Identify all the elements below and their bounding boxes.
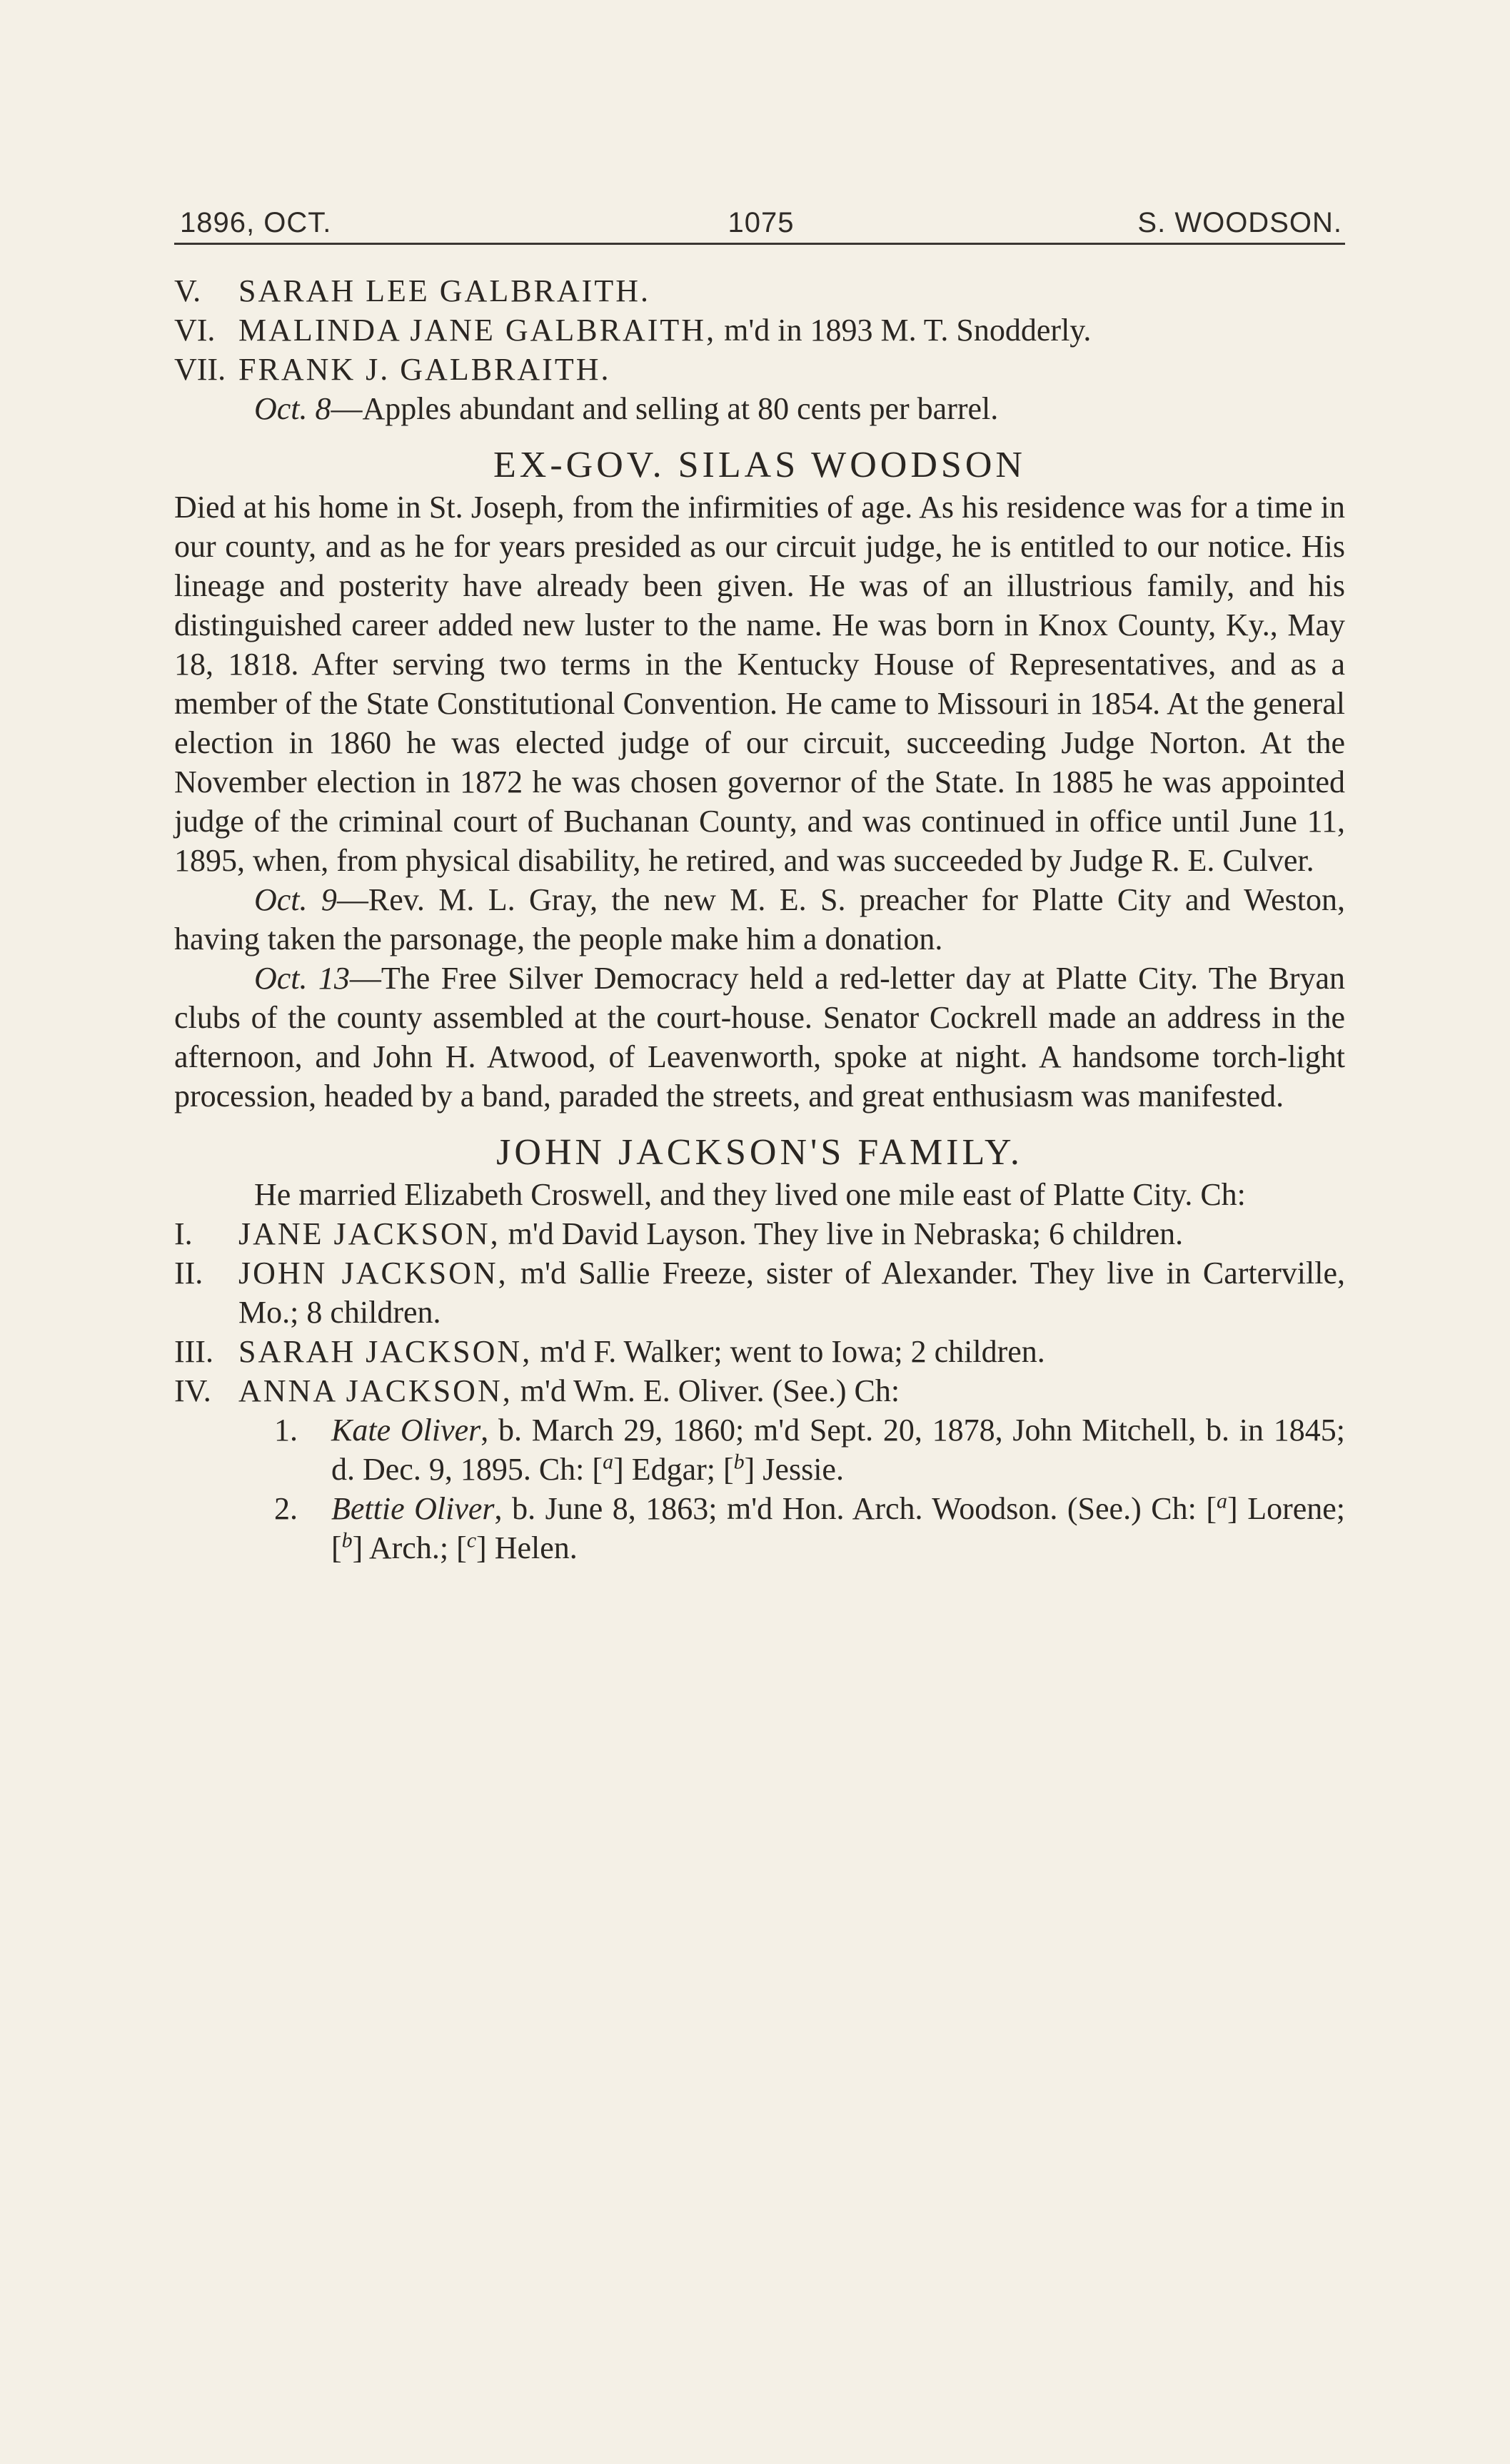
section-heading: EX-GOV. SILAS WOODSON xyxy=(493,445,1026,485)
list-item: III. SARAH JACKSON, m'd F. Walker; went to Iowa; 2 children. xyxy=(174,1334,1045,1369)
list-item: 2. Bettie Oliver, b. June 8, 1863; m'd Hon. Arch. Woodson. (See.) Ch: [$^a$] Lorene; [$^b$] Arch.; [$^c$] Helen. xyxy=(274,1489,1346,1565)
page-number: 1075 xyxy=(728,207,795,238)
person-name: SARAH LEE GALBRAITH. xyxy=(238,273,650,308)
entry-oct-13: Oct. 13—The Free Silver Democracy held a red-letter day at Platte City. The Bryan clubs of the county assembled at the court-house. Senator Cockrell made an address in the afternoon, and John H. Atwood, of Leavenworth, spoke at night. A handsome torch-light procession, headed by a band, paraded the streets, and great enthusiasm was manifested. xyxy=(174,961,1346,1114)
jackson-intro: He married Elizabeth Croswell, and they lived one mile east of Platte City. Ch: xyxy=(254,1177,1246,1212)
running-header xyxy=(180,191,1342,241)
header-rule xyxy=(174,243,1345,245)
entry-date: Oct. 8 xyxy=(254,391,331,426)
woodson-paragraph: Died at his home in St. Joseph, from the infirmities of age. As his residence was for a time in our county, and as he for years presided as our circuit judge, he is entitled to our notice. His lineage and posterity have already been given. He was of an illustrious family, and his distinguished career added new luster to the name. He was born in Knox County, Ky., May 18, 1818. After serving two terms in the Kentucky House of Representatives, and as a member of the State Constitutional Convention. He came to Missouri in 1854. At the general election in 1860 he was elected judge of our circuit, succeeding Judge Norton. At the November election in 1872 he was chosen governor of the State. In 1885 he was appointed judge of the criminal court of Buchanan County, and was continued in office until June 11, 1895, when, from physical disability, he retired, and was succeeded by Judge R. E. Culver. xyxy=(174,490,1345,878)
entry-oct-8: Oct. 8—Apples abundant and selling at 80 cents per barrel. xyxy=(254,391,999,426)
person-name: JOHN JACKSON, xyxy=(238,1256,508,1291)
page-body xyxy=(174,271,1345,1567)
person-name: MALINDA JANE GALBRAITH, xyxy=(238,313,717,348)
list-item: IV. ANNA JACKSON, m'd Wm. E. Oliver. (See.) Ch: xyxy=(174,1373,900,1408)
list-item: 1. Kate Oliver, b. March 29, 1860; m'd Sept. 20, 1878, John Mitchell, b. in 1845; d. Dec. 9, 1895. Ch: [$^a$] Edgar; [$^b$] Jessie. xyxy=(274,1413,1345,1487)
list-item: VII. FRANK J. GALBRAITH. xyxy=(174,352,611,387)
entry-date: Oct. 9 xyxy=(254,882,337,917)
person-name: Kate Oliver xyxy=(331,1413,481,1448)
section-heading: JOHN JACKSON'S FAMILY. xyxy=(496,1132,1023,1173)
list-item: VI. MALINDA JANE GALBRAITH, m'd in 1893 M. T. Snodderly. xyxy=(174,313,1092,348)
person-name: ANNA JACKSON, xyxy=(238,1373,513,1408)
list-item: V. SARAH LEE GALBRAITH. xyxy=(174,273,650,308)
entry-oct-9: Oct. 9—Rev. M. L. Gray, the new M. E. S. preacher for Platte City and Weston, having taken the parsonage, the people make him a donation. xyxy=(174,882,1346,956)
person-name: JANE JACKSON, xyxy=(238,1216,500,1251)
person-name: SARAH JACKSON, xyxy=(238,1334,533,1369)
person-name: Bettie Oliver xyxy=(331,1491,495,1526)
header-section: S. WOODSON. xyxy=(1137,207,1342,238)
person-name: FRANK J. GALBRAITH. xyxy=(238,352,611,387)
list-item: I. JANE JACKSON, m'd David Layson. They live in Nebraska; 6 children. xyxy=(174,1216,1184,1251)
header-date: 1896, OCT. xyxy=(180,207,332,238)
list-item: II. JOHN JACKSON, m'd Sallie Freeze, sister of Alexander. They live in Carterville, Mo.; 8 children. xyxy=(174,1256,1345,1330)
entry-date: Oct. 13 xyxy=(254,961,350,996)
